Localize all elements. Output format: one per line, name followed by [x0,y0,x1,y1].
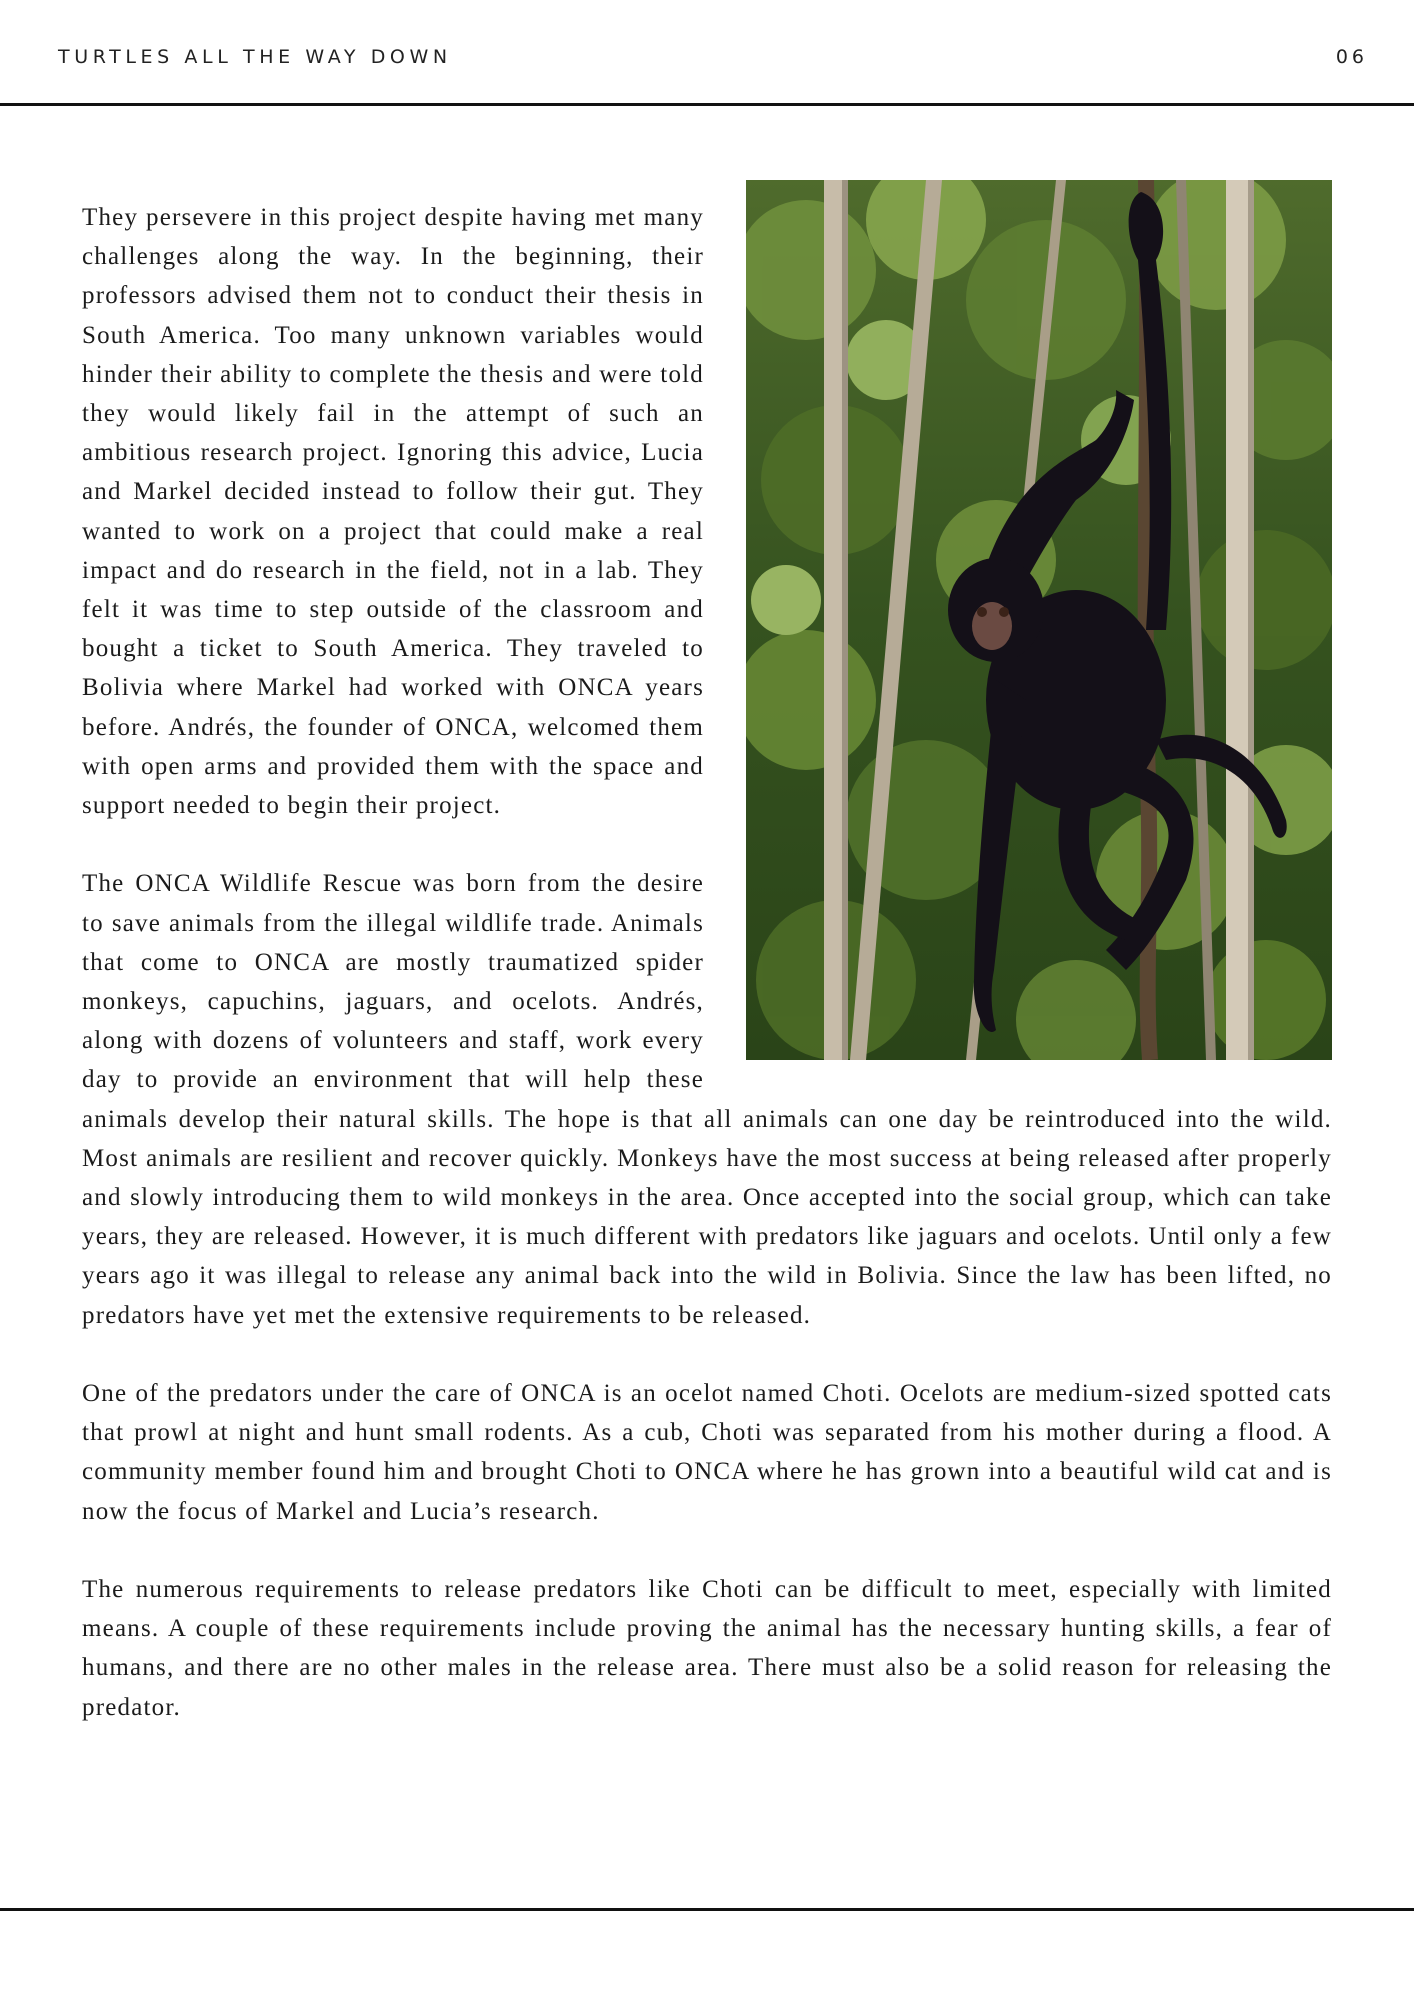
publication-title: TURTLES ALL THE WAY DOWN [58,46,452,68]
paragraph-4: The numerous requirements to release predators like Choti can be difficult to meet, especially with limited means. A couple of these requirements include proving the animal has the necessary hunting skills, a fear of humans, and there are no other males in the release area. There must also be a solid reason for releasing the predator. [82,1576,1332,1721]
header-divider [0,103,1414,106]
paragraph-3: One of the predators under the care of ONCA is an ocelot named Choti. Ocelots are medium-sized spotted cats that prowl at night and hunt small rodents. As a cub, Choti was separated from his mother during a flood. A community member found him and brought Choti to ONCA where he has grown into a beautiful wild cat and is now the focus of Markel and Lucia’s research. [82,1380,1332,1525]
spider-monkey-illustration [746,180,1332,1060]
spider-monkey-photo [746,180,1332,1060]
paragraph-1: They persevere in this project despite having met many challenges along the way. In the beginning, their professors advised them not to conduct their thesis in South America. Too many unknown variables would hinder their ability to complete the thesis and were told they would likely fail in the attempt of such an ambitious research project. Ignoring this advice, Lucia and Markel decided instead to follow their gut. They wanted to work on a project that could make a real impact and do research in the field, not in a lab. They felt it was time to step outside of the classroom and bought a ticket to South America. They traveled to Bolivia where Markel had worked with ONCA years before. Andrés, the founder of ONCA, welcomed them with open arms and provided them with the space and support needed to begin their project. [82,204,704,820]
paragraph-2: The ONCA Wildlife Rescue was born from the desire to save animals from the illegal wildlife trade. Animals that come to ONCA are mostly traumatized spider monkeys, capuchins, jaguars, and ocelots. Andrés, along with dozens of volunteers and staff, work every day to provide an environment that will help these animals develop their natural skills. The hope is that all animals can one day be reintroduced into the wild. Most animals are resilient and recover quickly. Monkeys have the most success at being released after properly and slowly introducing them to wild monkeys in the area. Once accepted into the social group, which can take years, they are released. However, it is much different with predators like jaguars and ocelots. Until only a few years ago it was illegal to release any animal back into the wild in Bolivia. Since the law has been lifted, no predators have yet met the extensive requirements to be released. [82,870,1332,1329]
page-number: 06 [1335,46,1368,68]
article-body [82,198,1332,1766]
page-header [0,0,1414,104]
footer-divider [0,1908,1414,1911]
